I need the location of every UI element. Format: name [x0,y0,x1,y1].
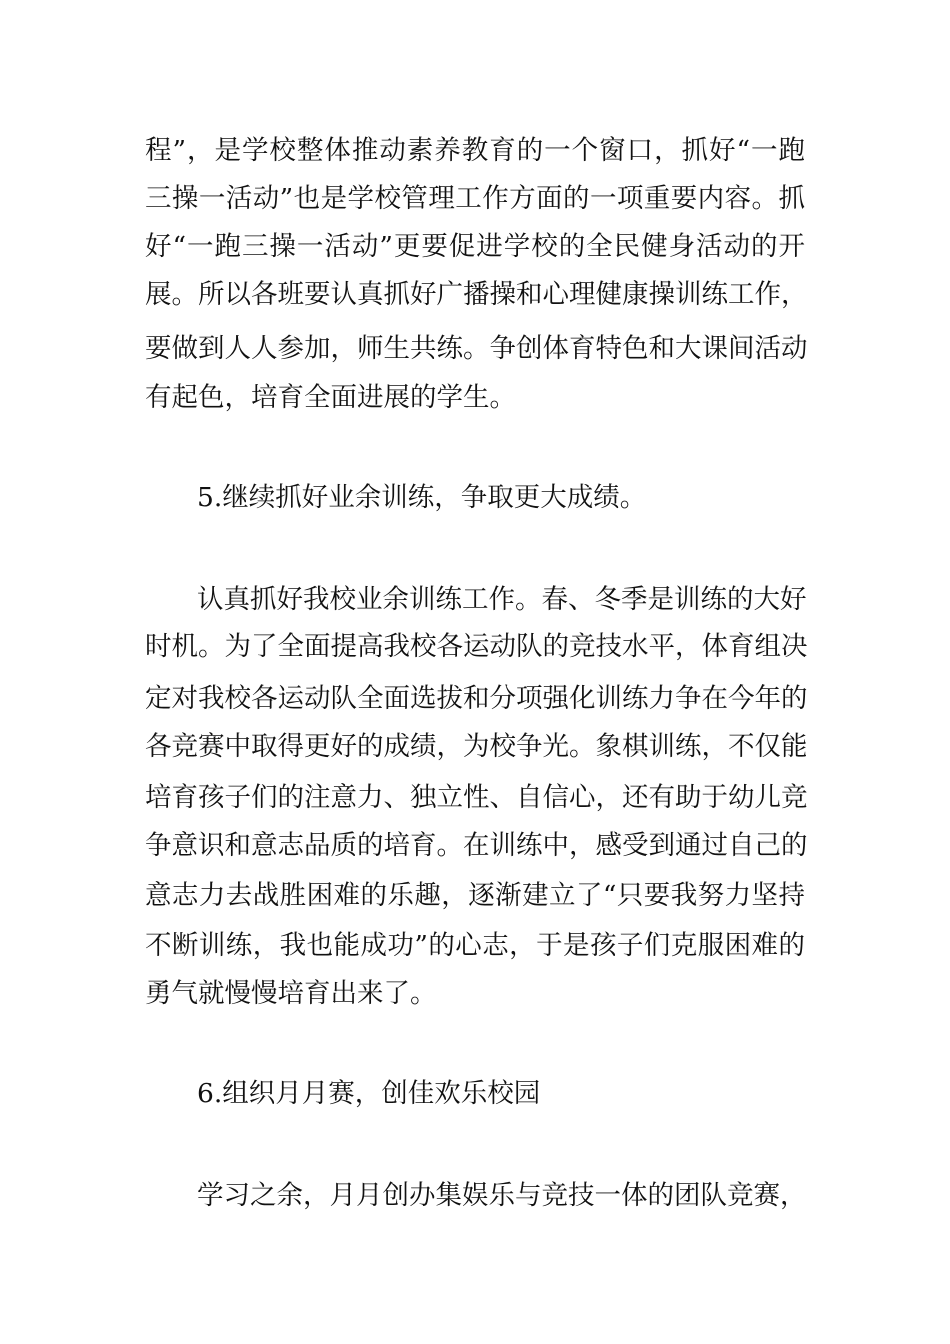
text-line: 程”，是学校整体推动素养教育的一个窗口，抓好“一跑 [145,135,805,166]
text-line: 好“一跑三操一活动”更要促进学校的全民健身活动的开 [145,231,805,262]
text-line: 各竞赛中取得更好的成绩，为校争光。象棋训练，不仅能 [145,731,808,762]
text-line: 培育孩子们的注意力、独立性、自信心，还有助于幼儿竞 [145,782,808,813]
text-line: 意志力去战胜困难的乐趣，逐渐建立了“只要我努力坚持 [145,880,805,911]
text-line: 定对我校各运动队全面选拔和分项强化训练力争在今年的 [145,683,808,714]
text-line: 时机。为了全面提高我校各运动队的竞技水平，体育组决 [145,631,808,662]
text-line: 学习之余，月月创办集娱乐与竞技一体的团队竞赛， [197,1180,807,1211]
text-line: 三操一活动”也是学校管理工作方面的一项重要内容。抓 [145,183,805,214]
section-heading-6: 6.组织月月赛，创佳欢乐校园 [197,1078,541,1109]
text-line: 展。所以各班要认真抓好广播操和心理健康操训练工作， [145,279,808,310]
section-heading-5: 5.继续抓好业余训练，争取更大成绩。 [197,482,647,513]
text-line: 认真抓好我校业余训练工作。春、冬季是训练的大好 [197,584,807,615]
text-line: 勇气就慢慢培育出来了。 [145,978,437,1009]
text-line: 要做到人人参加，师生共练。争创体育特色和大课间活动 [145,333,808,364]
text-line: 有起色，培育全面进展的学生。 [145,382,516,413]
text-line: 不断训练，我也能成功”的心志，于是孩子们克服困难的 [145,930,805,961]
text-line: 争意识和意志品质的培育。在训练中，感受到通过自己的 [145,830,808,861]
